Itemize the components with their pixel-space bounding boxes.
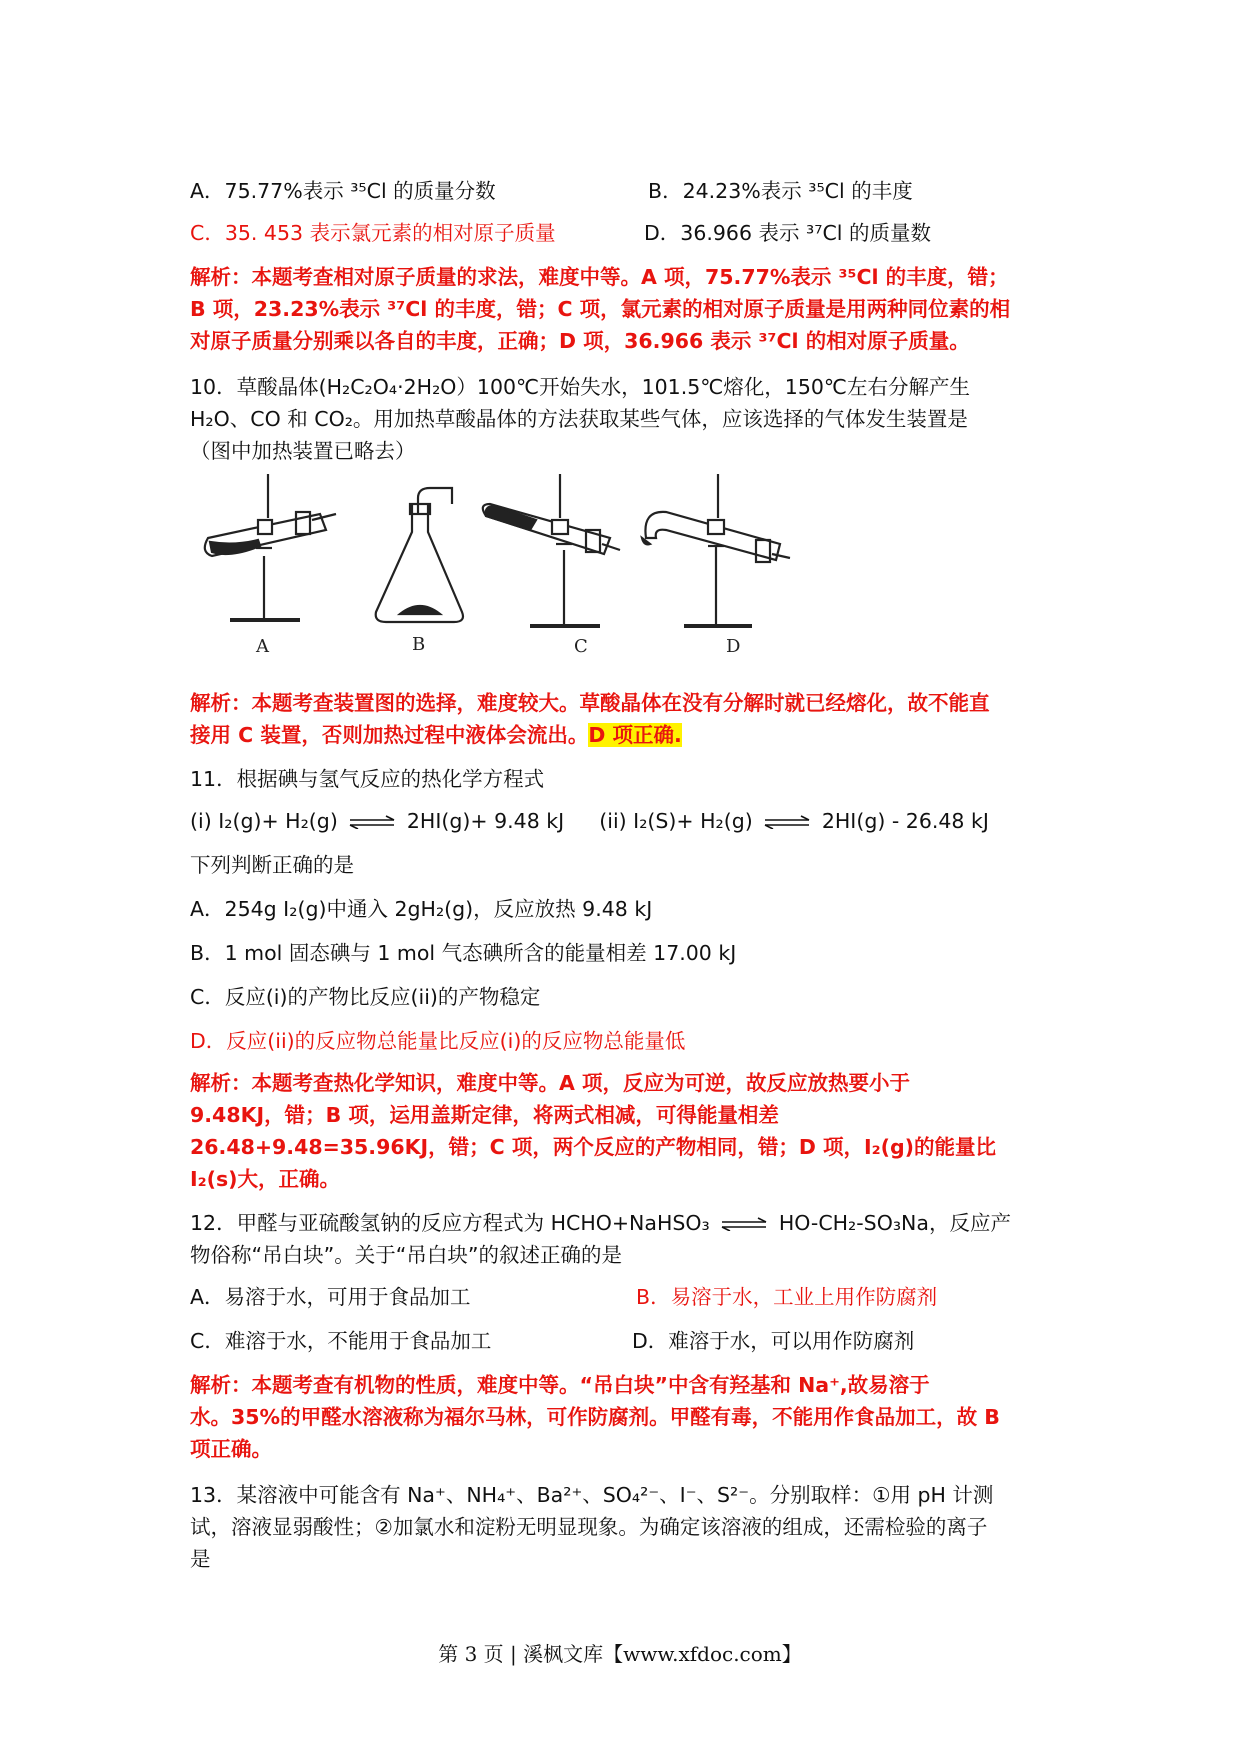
q10-stem-line: 10．草酸晶体(H₂C₂O₄·2H₂O）100℃开始失水，101.5℃熔化，150℃左右分解产生 <box>190 375 970 399</box>
q11-option-a: A．254g I₂(g)中通入 2gH₂(g)，反应放热 9.48 kJ <box>190 897 653 921</box>
q11-option-b: B．1 mol 固态碘与 1 mol 气态碘所含的能量相差 17.00 kJ <box>190 941 737 965</box>
q13-stem-line: 13．某溶液中可能含有 Na⁺、NH₄⁺、Ba²⁺、SO₄²⁻、I⁻、S²⁻。分别取样：①用 pH 计测 <box>190 1483 994 1507</box>
q10-stem-line: H₂O、CO 和 CO₂。用加热草酸晶体的方法获取某些气体，应该选择的气体发生装置是 <box>190 407 968 431</box>
q11-eq2-left: (ii) I₂(S)+ H₂(g) <box>599 809 753 833</box>
q11-analysis-line: 9.48KJ，错；B 项，运用盖斯定律，将两式相减，可得能量相差 <box>190 1103 779 1127</box>
q12-stem-line: 物俗称“吊白块”。关于“吊白块”的叙述正确的是 <box>190 1243 622 1267</box>
q10-stem-line: （图中加热装置已略去） <box>190 439 416 463</box>
apparatus-figure <box>190 474 866 660</box>
q12-stem-part: HO-CH₂-SO₃Na，反应产 <box>778 1211 1011 1235</box>
equilibrium-arrow-icon <box>763 815 811 829</box>
q9-option-b: B．24.23%表示 ³⁵Cl 的丰度 <box>648 179 913 203</box>
q10-analysis-text: 接用 C 装置，否则加热过程中液体会流出。 <box>190 723 589 747</box>
q9-option-c: C．35. 453 表示氯元素的相对原子质量 <box>190 221 556 245</box>
q11-option-d: D．反应(ii)的反应物总能量比反应(i)的反应物总能量低 <box>190 1029 686 1053</box>
q11-eq1-left: (i) I₂(g)+ H₂(g) <box>190 809 338 833</box>
q11-stem-line: 11．根据碘与氢气反应的热化学方程式 <box>190 767 545 791</box>
q12-option-a: A．易溶于水，可用于食品加工 <box>190 1285 471 1309</box>
q11-eq1-right: 2HI(g)+ 9.48 kJ <box>406 809 565 833</box>
q12-analysis-line: 项正确。 <box>190 1437 272 1461</box>
q12-option-d: D．难溶于水，可以用作防腐剂 <box>632 1329 915 1353</box>
q11-stem-line: 下列判断正确的是 <box>190 853 354 877</box>
q11-analysis-line: 26.48+9.48=35.96KJ，错；C 项，两个反应的产物相同，错；D 项，I₂(g)的能量比 <box>190 1135 996 1159</box>
q9-analysis-line: B 项，23.23%表示 ³⁷Cl 的丰度，错；C 项，氯元素的相对原子质量是用两种同位素的相 <box>190 297 1011 321</box>
q9-option-d: D．36.966 表示 ³⁷Cl 的质量数 <box>644 221 932 245</box>
q11-eq2-right: 2HI(g) - 26.48 kJ <box>821 809 989 833</box>
page-footer: 第 3 页 | 溪枫文库【www.xfdoc.com】 <box>438 1642 802 1666</box>
q9-analysis-line: 解析：本题考查相对原子质量的求法，难度中等。A 项，75.77%表示 ³⁵Cl 的丰度，错； <box>190 265 1009 289</box>
q10-answer-highlight: D 项正确. <box>588 723 682 747</box>
q11-analysis-line: I₂(s)大，正确。 <box>190 1167 341 1191</box>
q12-option-c: C．难溶于水，不能用于食品加工 <box>190 1329 492 1353</box>
q13-stem-line: 试，溶液显弱酸性；②加氯水和淀粉无明显现象。为确定该溶液的组成，还需检验的离子 <box>190 1515 988 1539</box>
q9-analysis-line: 对原子质量分别乘以各自的丰度，正确；D 项，36.966 表示 ³⁷Cl 的相对原子质量。 <box>190 329 970 353</box>
q12-option-b: B．易溶于水，工业上用作防腐剂 <box>636 1285 938 1309</box>
figure-label-d: D <box>726 636 741 657</box>
q11-equations <box>190 808 989 834</box>
q9-option-a: A．75.77%表示 ³⁵Cl 的质量分数 <box>190 179 496 203</box>
equilibrium-arrow-icon <box>348 815 396 829</box>
figure-label-a: A <box>256 636 269 657</box>
q12-stem-line <box>190 1210 1011 1236</box>
figure-label-c: C <box>574 636 588 657</box>
q11-option-c: C．反应(i)的产物比反应(ii)的产物稳定 <box>190 985 541 1009</box>
equilibrium-arrow-icon <box>720 1217 768 1231</box>
q10-analysis-line <box>190 722 682 748</box>
q10-analysis-line: 解析：本题考查装置图的选择，难度较大。草酸晶体在没有分解时就已经熔化，故不能直 <box>190 691 990 715</box>
q13-stem-line: 是 <box>190 1547 211 1571</box>
q11-analysis-line: 解析：本题考查热化学知识，难度中等。A 项，反应为可逆，故反应放热要小于 <box>190 1071 911 1095</box>
q12-analysis-line: 水。35%的甲醛水溶液称为福尔马林，可作防腐剂。甲醛有毒，不能用作食品加工，故 B <box>190 1405 1000 1429</box>
q12-stem-part: 12．甲醛与亚硫酸氢钠的反应方程式为 HCHO+NaHSO₃ <box>190 1211 710 1235</box>
figure-label-b: B <box>412 634 426 655</box>
q12-analysis-line: 解析：本题考查有机物的性质，难度中等。“吊白块”中含有羟基和 Na⁺,故易溶于 <box>190 1373 930 1397</box>
